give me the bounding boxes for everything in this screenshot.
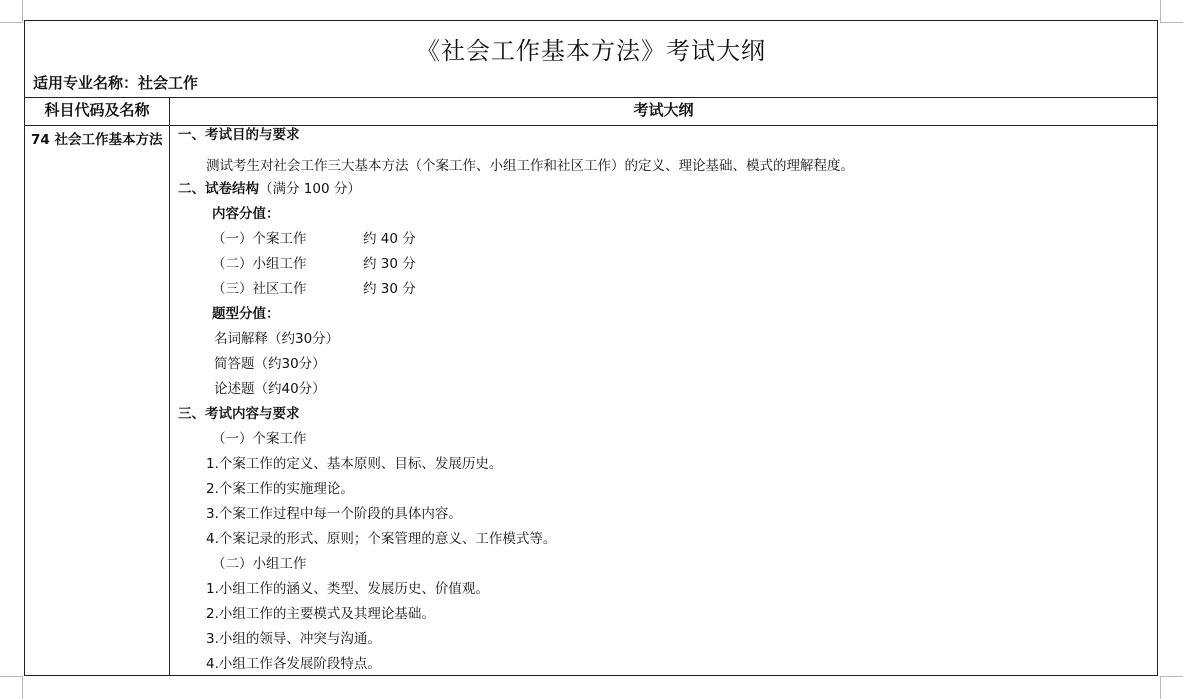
content-value-name: （三）社区工作	[212, 281, 307, 297]
section-1-heading: 一、考试目的与要求	[178, 127, 300, 143]
type-value-item: 名词解释（约30分）	[214, 331, 340, 347]
casework-item: 3.个案工作过程中每一个阶段的具体内容。	[206, 506, 462, 522]
type-value-item: 论述题（约40分）	[214, 381, 326, 397]
table-header-row	[25, 97, 1157, 126]
column-divider	[169, 97, 170, 675]
groupwork-item: 4.小组工作各发展阶段特点。	[206, 656, 381, 672]
casework-item: 4.个案记录的形式、原则；个案管理的意义、工作模式等。	[206, 531, 557, 547]
crop-mark-bottom-left	[0, 676, 23, 699]
type-value-heading: 题型分值：	[212, 306, 280, 322]
section-2-title: 二、试卷结构	[178, 181, 259, 197]
type-value-item: 简答题（约30分）	[214, 356, 326, 372]
crop-mark-top-left	[0, 0, 23, 23]
casework-item: 2.个案工作的实施理论。	[206, 481, 354, 497]
groupwork-item: 2.小组工作的主要模式及其理论基础。	[206, 606, 435, 622]
casework-heading: （一）个案工作	[212, 431, 307, 447]
content-value-name: （一）个案工作	[212, 231, 307, 247]
section-3-heading: 三、考试内容与要求	[178, 406, 300, 422]
document-table-frame	[24, 20, 1158, 676]
groupwork-item: 1.小组工作的涵义、类型、发展历史、价值观。	[206, 581, 489, 597]
groupwork-heading: （二）小组工作	[212, 556, 307, 572]
crop-mark-top-right	[1160, 0, 1183, 23]
document-title: 《社会工作基本方法》考试大纲	[416, 37, 766, 65]
content-value-name: （二）小组工作	[212, 256, 307, 272]
content-value-heading: 内容分值：	[212, 206, 280, 222]
subject-code-name: 74 社会工作基本方法	[31, 132, 163, 148]
header-subject: 科目代码及名称	[44, 101, 150, 119]
content-value-score: 约 40 分	[363, 231, 416, 247]
section-2-heading	[178, 179, 361, 199]
casework-item: 1.个案工作的定义、基本原则、目标、发展历史。	[206, 456, 503, 472]
section-2-note: （满分 100 分）	[259, 181, 361, 197]
crop-mark-bottom-right	[1160, 676, 1183, 699]
header-outline: 考试大纲	[633, 101, 694, 119]
section-1-text: 测试考生对社会工作三大基本方法（个案工作、小组工作和社区工作）的定义、理论基础、模式的理解程度。	[206, 158, 854, 174]
major-name: 适用专业名称：社会工作	[33, 74, 199, 92]
content-value-score: 约 30 分	[363, 281, 416, 297]
content-value-score: 约 30 分	[363, 256, 416, 272]
groupwork-item: 3.小组的领导、冲突与沟通。	[206, 631, 381, 647]
